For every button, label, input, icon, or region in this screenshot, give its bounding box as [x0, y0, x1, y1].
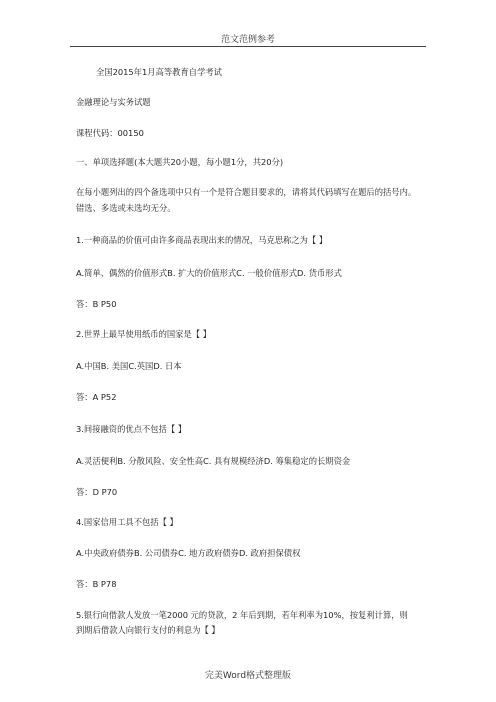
question-2-stem: 2.世界上最早使用纸币的国家是【 】	[76, 329, 212, 339]
instructions-line-2: 错选、多选或未选均无分。	[76, 203, 176, 213]
question-1-answer: 答：B P50	[76, 299, 117, 309]
question-2-answer: 答：A P52	[76, 392, 117, 402]
question-2-options: A.中国B. 美国C.英国D. 日本	[76, 361, 182, 371]
question-1-options: A.简单、偶然的价值形式B. 扩大的价值形式C. 一般价值形式D. 货币形式	[76, 268, 342, 278]
question-1-stem: 1.一种商品的价值可由许多商品表现出来的情况，马克思称之为【 】	[76, 235, 328, 245]
page-header: 范文范例参考	[220, 35, 275, 45]
question-5-stem-line-1: 5.银行向借款人发放一笔2000 元的贷款，2 年后到期，若年利率为10%，按复利计算，则	[76, 610, 408, 620]
question-3-options: A.灵活便利B. 分散风险、安全性高C. 具有规模经济D. 筹集稳定的长期资金	[76, 456, 351, 466]
section-heading: 一、单项选择题(本大题共20小题，每小题1分，共20分)	[76, 157, 284, 167]
header-divider	[70, 46, 426, 47]
question-5-stem-line-2: 到期后借款人向银行支付的利息为【 】	[76, 625, 220, 635]
course-code: 课程代码：00150	[76, 128, 144, 138]
page-footer: 完美Word格式整理版	[204, 671, 292, 681]
question-4-options: A.中央政府债券B. 公司债券C. 地方政府债券D. 政府担保债权	[76, 548, 301, 558]
question-4-answer: 答：B P78	[76, 579, 117, 589]
exam-title: 全国2015年1月高等教育自学考试	[96, 67, 222, 77]
question-3-stem: 3.间接融资的优点不包括【 】	[76, 424, 187, 434]
question-4-stem: 4.国家信用工具不包括【 】	[76, 517, 178, 527]
question-3-answer: 答：D P70	[76, 487, 118, 497]
exam-subject: 金融理论与实务试题	[76, 97, 151, 107]
instructions-line-1: 在每小题列出的四个备选项中只有一个是符合题目要求的，请将其代码填写在题后的括号内。	[76, 187, 417, 197]
